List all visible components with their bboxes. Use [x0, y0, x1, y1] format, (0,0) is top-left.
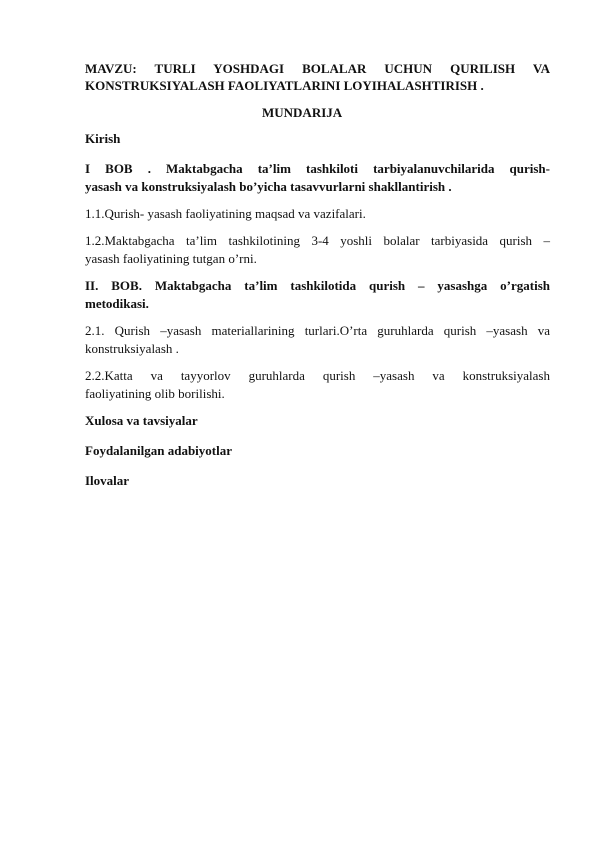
toc-entry-conclusion: Xulosa va tavsiyalar — [85, 413, 198, 428]
toc-entry-chapter-1 — [85, 160, 550, 196]
toc-entry-section-2-1 — [85, 322, 550, 358]
toc-entry-references: Foydalanilgan adabiyotlar — [85, 443, 232, 458]
section-2-1-line-2: konstruksiyalash . — [85, 341, 179, 356]
title-line-1: MAVZU: TURLI YOSHDAGI BOLALAR UCHUN QURILISH VA — [85, 61, 550, 76]
toc-entry-chapter-2 — [85, 277, 550, 313]
chapter-2-line-1: II. BOB. Maktabgacha ta’lim tashkilotida qurish – yasashga o’rgatish — [85, 278, 550, 293]
section-2-2-line-1: 2.2.Katta va tayyorlov guruhlarda qurish –yasash va konstruksiyalash — [85, 368, 550, 383]
toc-heading: MUNDARIJA — [262, 105, 343, 120]
toc-entry-section-1-1: 1.1.Qurish- yasash faoliyatining maqsad va vazifalari. — [85, 206, 366, 221]
toc-entry-section-1-2 — [85, 232, 550, 268]
section-1-2-line-2: yasash faoliyatining tutgan o’rni. — [85, 251, 257, 266]
document-title — [85, 60, 550, 94]
toc-entry-section-2-2 — [85, 367, 550, 403]
section-2-2-line-2: faoliyatining olib borilishi. — [85, 386, 225, 401]
toc-entry-appendix: Ilovalar — [85, 473, 130, 488]
toc-entry-intro: Kirish — [85, 131, 121, 146]
section-2-1-line-1: 2.1. Qurish –yasash materiallarining turlari.O’rta guruhlarda qurish –yasash va — [85, 323, 550, 338]
chapter-1-line-2: yasash va konstruksiyalash bo’yicha tasavvurlarni shakllantirish . — [85, 179, 452, 194]
chapter-1-line-1: I BOB . Maktabgacha ta’lim tashkiloti tarbiyalanuvchilarida qurish- — [85, 161, 550, 176]
title-line-2: KONSTRUKSIYALASH FAOLIYATLARINI LOYIHALASHTIRISH . — [85, 78, 484, 93]
chapter-2-line-2: metodikasi. — [85, 296, 149, 311]
section-1-2-line-1: 1.2.Maktabgacha ta’lim tashkilotining 3-4 yoshli bolalar tarbiyasida qurish – — [85, 233, 550, 248]
document-page — [85, 60, 550, 490]
